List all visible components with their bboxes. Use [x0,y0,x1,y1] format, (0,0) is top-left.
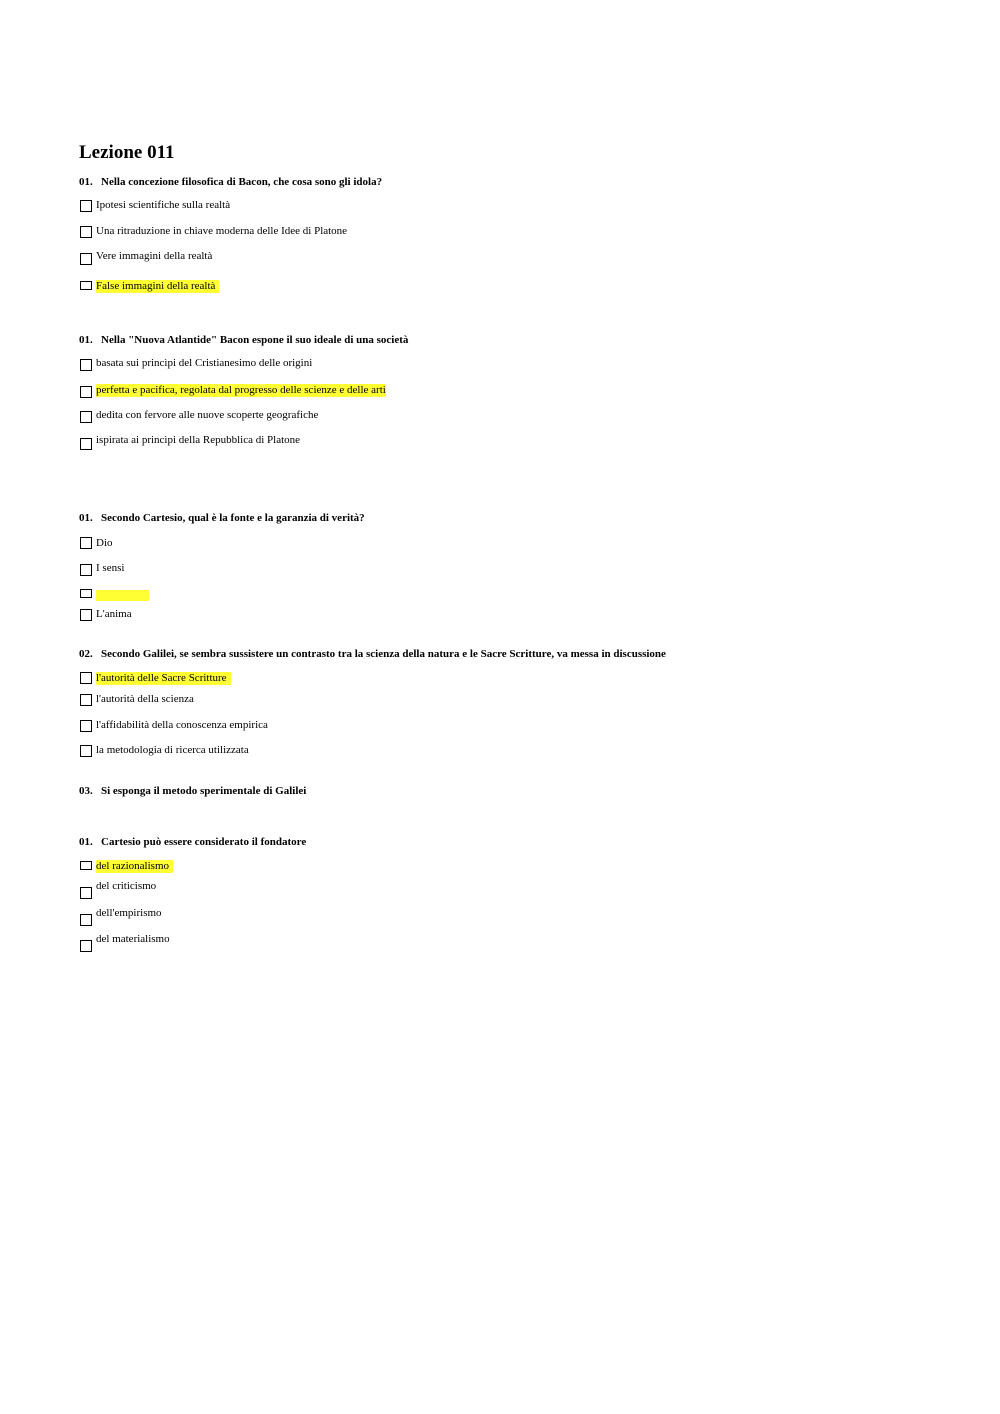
checkbox[interactable] [80,564,92,576]
option-label: Vere immagini della realtà [96,250,213,262]
checkbox[interactable] [80,940,92,952]
checkbox[interactable] [80,745,92,757]
question-1 [79,175,382,189]
option-label: dell'empirismo [96,907,162,919]
option-label: Dio [96,537,113,549]
option-label: I sensi [96,562,125,574]
checkbox[interactable] [80,411,92,423]
option-label: Una ritraduzione in chiave moderna delle Idee di Platone [96,225,348,237]
question-4 [79,647,666,661]
checkbox[interactable] [80,281,92,290]
question-number: 01. [79,512,93,524]
checkbox[interactable] [80,609,92,621]
checkbox[interactable] [80,694,92,706]
checkbox[interactable] [80,589,92,598]
option-label: la metodologia di ricerca utilizzata [96,744,249,756]
highlight-mark [96,590,149,601]
checkbox[interactable] [80,720,92,732]
checkbox[interactable] [80,386,92,398]
checkbox[interactable] [80,359,92,371]
question-text: Nella "Nuova Atlantide" Bacon espone il suo ideale di una società [101,334,409,346]
option-label-highlighted: False immagini della realtà [96,280,219,293]
question-text: Secondo Cartesio, qual è la fonte e la garanzia di verità? [101,512,365,524]
question-6 [79,835,306,849]
checkbox[interactable] [80,914,92,926]
question-number: 01. [79,176,93,188]
option-label: basata sui princìpi del Cristianesimo delle origini [96,357,313,369]
question-number: 03. [79,785,93,797]
checkbox[interactable] [80,861,92,870]
checkbox[interactable] [80,672,92,684]
option-label-highlighted: perfetta e pacifica, regolata dal progresso delle scienze e delle arti [96,384,386,396]
question-number: 02. [79,648,93,660]
option-label-highlighted: l'autorità delle Sacre Scritture [96,672,231,685]
option-label-highlighted: del razionalismo [96,860,173,873]
question-text: Secondo Galilei, se sembra sussistere un contrasto tra la scienza della natura e le Sacre Scritture, va messa in discussione [101,648,666,660]
option-label: ispirata ai princìpi della Repubblica di Platone [96,434,301,446]
question-number: 01. [79,836,93,848]
option-label: l'affidabilità della conoscenza empirica [96,719,268,731]
page-title: Lezione 011 [79,142,175,163]
question-text: Si esponga il metodo sperimentale di Galilei [101,785,307,797]
question-text: Nella concezione filosofica di Bacon, che cosa sono gli idola? [101,176,383,188]
option-label: del materialismo [96,933,170,945]
checkbox[interactable] [80,226,92,238]
question-2 [79,333,408,347]
question-5 [79,784,306,798]
checkbox[interactable] [80,537,92,549]
checkbox[interactable] [80,438,92,450]
checkbox[interactable] [80,253,92,265]
question-number: 01. [79,334,93,346]
option-label: dedita con fervore alle nuove scoperte geografiche [96,409,319,421]
question-text: Cartesio può essere considerato il fondatore [101,836,307,848]
option-label: Ipotesi scientifiche sulla realtà [96,199,231,211]
option-label: l'autorità della scienza [96,693,194,705]
option-label: del criticismo [96,880,157,892]
question-3 [79,511,365,525]
checkbox[interactable] [80,887,92,899]
option-label: L'anima [96,608,132,620]
checkbox[interactable] [80,200,92,212]
